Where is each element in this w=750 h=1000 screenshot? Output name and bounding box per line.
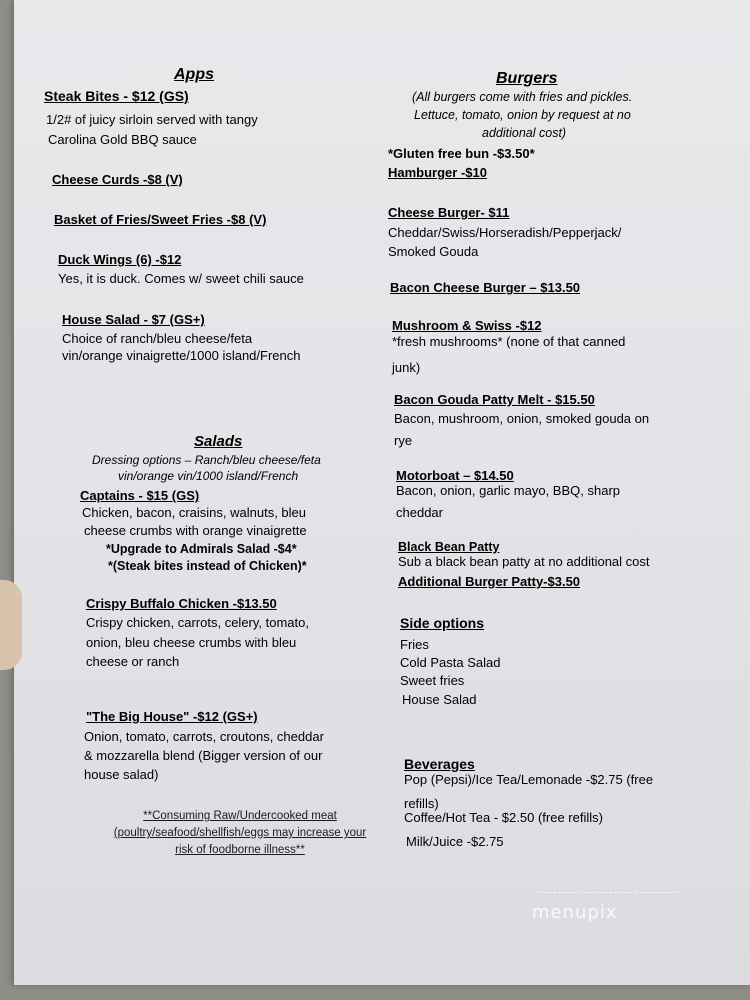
beverages-heading: Beverages: [404, 756, 475, 772]
captains-title: Captains - $15 (GS): [80, 488, 200, 503]
admirals-upgrade: *Upgrade to Admirals Salad -$4*: [106, 542, 297, 556]
warning-line-1: **Consuming Raw/Undercooked meat: [143, 810, 337, 822]
gluten-free-bun: *Gluten free bun -$3.50*: [388, 146, 535, 161]
side-item: Cold Pasta Salad: [400, 655, 501, 670]
mushroom-swiss-title: Mushroom & Swiss -$12: [392, 318, 542, 333]
dressing-options-2: vin/orange vin/1000 island/French: [118, 469, 299, 483]
beverage-pop-note: refills): [404, 796, 439, 811]
admirals-upgrade-note: *(Steak bites instead of Chicken)*: [108, 559, 307, 573]
cheese-burger-title: Cheese Burger- $11: [388, 205, 510, 220]
burgers-note-2: Lettuce, tomato, onion by request at no: [414, 108, 631, 122]
side-item: House Salad: [402, 692, 477, 707]
burgers-note-3: additional cost): [482, 126, 567, 140]
apps-heading: Apps: [174, 66, 214, 83]
big-house-desc-2: & mozzarella blend (Bigger version of our: [84, 748, 323, 763]
buffalo-chicken-desc: Crispy chicken, carrots, celery, tomato,: [86, 615, 309, 630]
steak-bites-desc-2: Carolina Gold BBQ sauce: [48, 132, 197, 147]
steak-bites-desc: 1/2# of juicy sirloin served with tangy: [46, 112, 258, 127]
bacon-cheese-burger-title: Bacon Cheese Burger – $13.50: [390, 280, 581, 295]
buffalo-chicken-title: Crispy Buffalo Chicken -$13.50: [86, 596, 277, 611]
duck-wings-title: Duck Wings (6) -$12: [58, 252, 182, 267]
beverage-pop: Pop (Pepsi)/Ice Tea/Lemonade -$2.75 (free: [404, 772, 654, 787]
motorboat-title: Motorboat – $14.50: [396, 468, 514, 483]
fries-basket-title: Basket of Fries/Sweet Fries -$8 (V): [54, 212, 267, 227]
dressing-options: Dressing options – Ranch/bleu cheese/feta: [92, 453, 321, 467]
warning-line-2: (poultry/seafood/shellfish/eggs may increase your: [113, 827, 367, 839]
house-salad-title: House Salad - $7 (GS+): [62, 312, 205, 327]
warning-line-3: risk of foodborne illness**: [175, 844, 305, 856]
cheese-burger-desc: Cheddar/Swiss/Horseradish/Pepperjack/: [388, 225, 622, 240]
beverage-milk: Milk/Juice -$2.75: [406, 834, 504, 849]
house-salad-desc: Choice of ranch/bleu cheese/feta: [62, 331, 253, 346]
side-item: Fries: [400, 637, 429, 652]
steak-bites-title: Steak Bites - $12 (GS): [44, 88, 189, 104]
cheese-curds-title: Cheese Curds -$8 (V): [52, 172, 183, 187]
burgers-note: (All burgers come with fries and pickles.: [412, 90, 633, 104]
watermark-divider: [538, 892, 678, 893]
thumb: [0, 580, 22, 670]
black-bean-desc: Sub a black bean patty at no additional cost: [398, 554, 650, 569]
big-house-desc: Onion, tomato, carrots, croutons, cheddar: [84, 729, 324, 744]
bacon-gouda-melt-title: Bacon Gouda Patty Melt - $15.50: [394, 392, 595, 407]
house-salad-desc-2: vin/orange vinaigrette/1000 island/French: [62, 348, 301, 363]
side-item: Sweet fries: [400, 673, 465, 688]
bacon-gouda-melt-desc-2: rye: [394, 433, 413, 448]
buffalo-chicken-desc-2: onion, bleu cheese crumbs with bleu: [86, 635, 297, 650]
hamburger-title: Hamburger -$10: [388, 165, 487, 180]
cheese-burger-desc-2: Smoked Gouda: [388, 244, 479, 259]
side-options-heading: Side options: [400, 615, 484, 631]
motorboat-desc: Bacon, onion, garlic mayo, BBQ, sharp: [396, 483, 621, 498]
bacon-gouda-melt-desc: Bacon, mushroom, onion, smoked gouda on: [394, 411, 650, 426]
mushroom-swiss-desc-2: junk): [392, 360, 421, 375]
menupix-watermark: menupix: [532, 902, 618, 923]
captains-desc: Chicken, bacon, craisins, walnuts, bleu: [82, 505, 307, 520]
beverage-coffee: Coffee/Hot Tea - $2.50 (free refills): [404, 810, 603, 825]
buffalo-chicken-desc-3: cheese or ranch: [86, 654, 180, 669]
salads-heading: Salads: [194, 433, 243, 450]
raw-meat-warning: [100, 808, 380, 859]
big-house-desc-3: house salad): [84, 767, 159, 782]
motorboat-desc-2: cheddar: [396, 505, 443, 520]
duck-wings-desc: Yes, it is duck. Comes w/ sweet chili sauce: [58, 271, 304, 286]
mushroom-swiss-desc: *fresh mushrooms* (none of that canned: [392, 334, 626, 349]
burgers-heading: Burgers: [496, 70, 558, 87]
black-bean-title: Black Bean Patty: [398, 540, 500, 554]
menu-sheet: [14, 0, 750, 985]
captains-desc-2: cheese crumbs with orange vinaigrette: [84, 523, 307, 538]
additional-patty-title: Additional Burger Patty-$3.50: [398, 574, 581, 589]
big-house-title: "The Big House" -$12 (GS+): [86, 709, 258, 724]
